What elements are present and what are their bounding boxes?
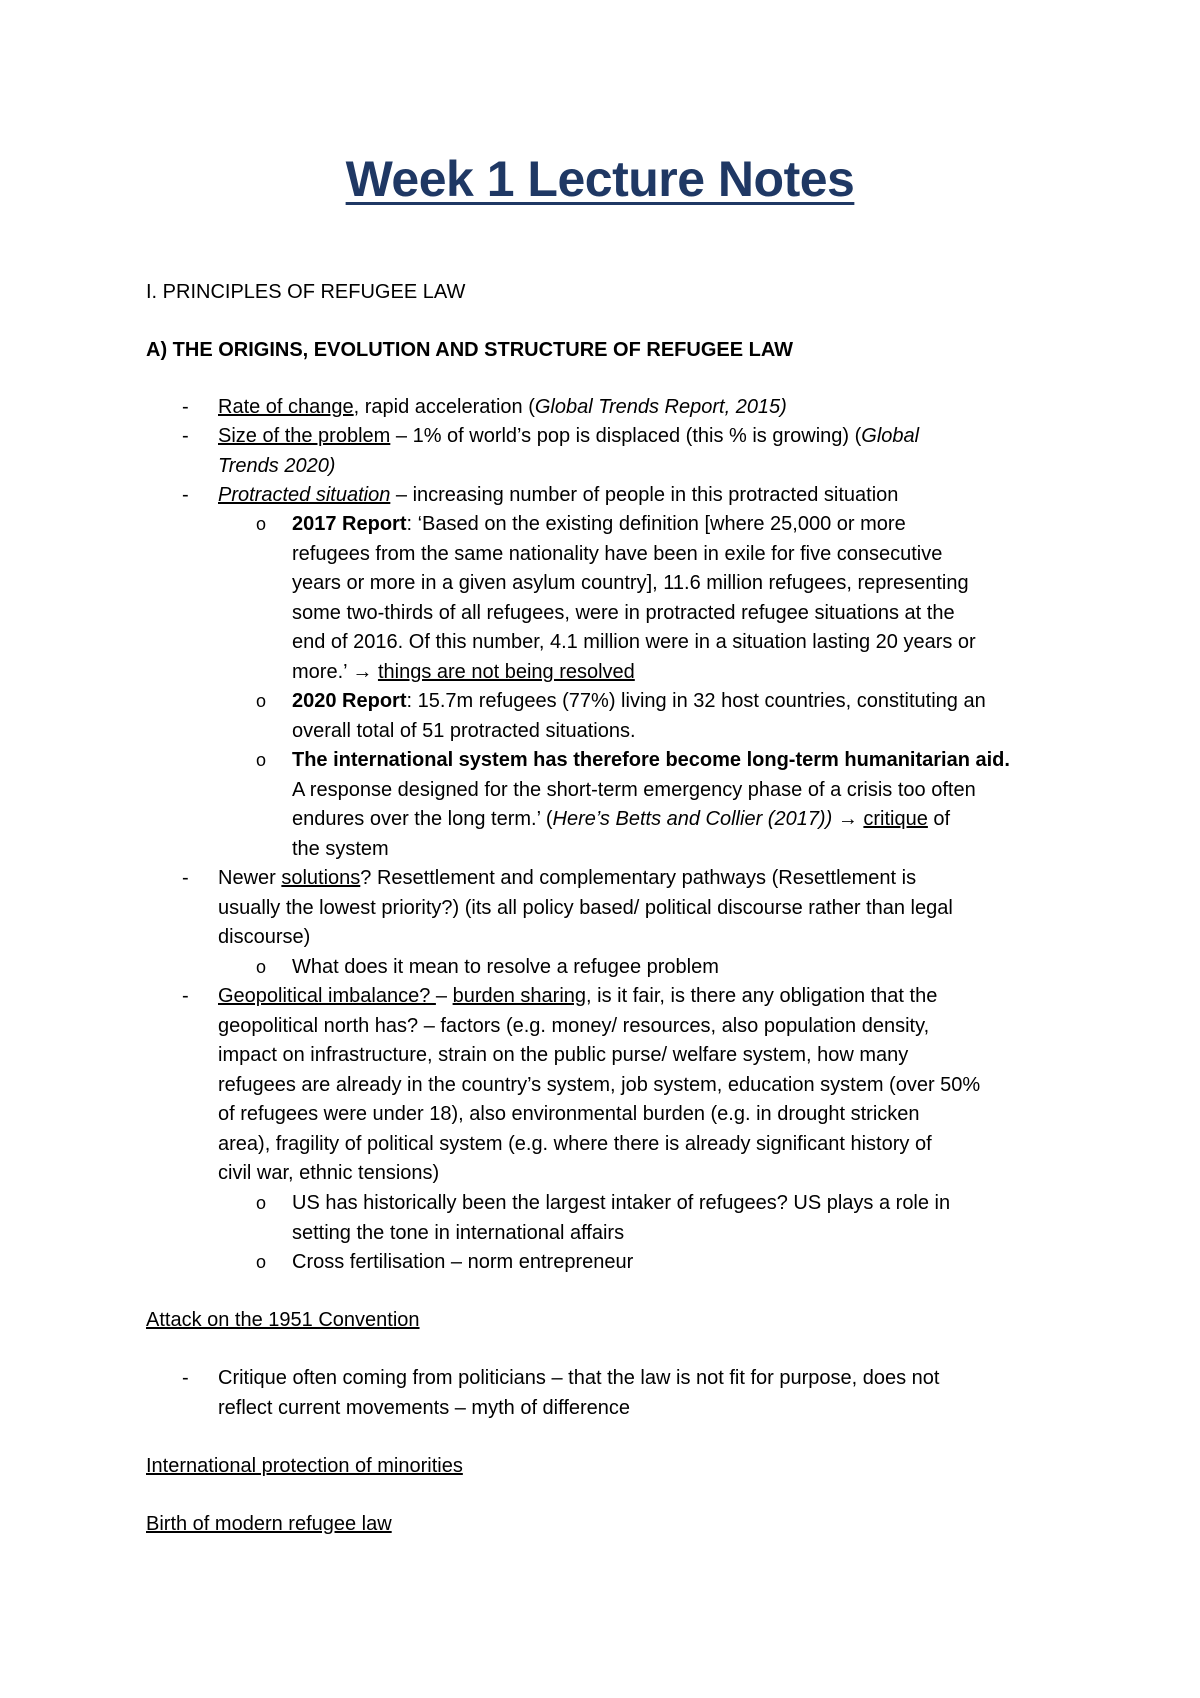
dash-marker: - [182,985,189,1007]
text: area), fragility of political system (e.g. where there is already significant history of [218,1132,932,1155]
bold-label: The international system has therefore become long-term humanitarian aid. [292,749,1010,771]
bold-label: 2020 Report [292,690,407,712]
underlined-term: Size of the problem [218,425,391,447]
text: , rapid acceleration ( [353,396,535,418]
list-item-newer-solutions [218,864,1068,953]
text: US has historically been the largest intaker of refugees? US plays a role in [292,1192,951,1214]
underlined-term: Geopolitical imbalance? [218,985,436,1007]
text: : 15.7m refugees (77%) living in 32 host countries, constituting an [406,690,986,712]
text: usually the lowest priority?) (its all policy based/ political discourse rather than legal [218,896,953,919]
list-item-geopolitical-imbalance [218,982,1068,1189]
dash-marker: - [182,425,189,447]
text: more.’ [292,660,353,683]
underlined-term: burden sharing [452,985,587,1007]
underlined-term: things are not being resolved [377,660,635,683]
arrow-right-icon: → [837,808,858,830]
text: Critique often coming from politicians – that the law is not fit for purpose, does not [218,1367,940,1389]
text: the system [292,837,389,860]
text: overall total of 51 protracted situations. [292,719,636,742]
text: – increasing number of people in this protracted situation [390,484,899,506]
text: Newer [218,867,282,889]
bullet-marker: o [256,1252,267,1272]
bullet-marker: o [256,691,267,711]
text: end of 2016. Of this number, 4.1 million were in a situation lasting 20 years or [292,631,976,653]
text: reflect current movements – myth of difference [218,1396,631,1419]
sub-item-2020-report [292,687,1068,746]
text: of [927,808,951,830]
dash-marker: - [182,1367,189,1389]
section-heading-birth: Birth of modern refugee law [146,1513,392,1535]
citation: Here’s Betts and Collier (2017)) [552,808,833,830]
text: impact on infrastructure, strain on the public purse/ welfare system, how many [218,1044,909,1066]
text: refugees are already in the country’s system, job system, education system (over 50% [218,1073,981,1096]
sub-item-international-system [292,746,1068,864]
citation: Trends 2020) [218,454,336,477]
text: , is it fair, is there any obligation that the [586,985,938,1007]
underlined-term: critique [863,808,928,830]
bullet-marker: o [256,514,267,534]
bullet-marker: o [256,957,267,977]
text: setting the tone in international affairs [292,1221,625,1244]
underlined-term: solutions [281,867,361,889]
text: : ‘Based on the existing definition [where 25,000 or more [406,513,906,535]
underlined-term: Protracted situation [218,484,391,506]
list-item-critique [218,1364,1068,1423]
citation: Global [861,425,920,447]
sub-item-resolve-problem: What does it mean to resolve a refugee problem [292,956,719,978]
text: of refugees were under 18), also environmental burden (e.g. in drought stricken [218,1103,920,1125]
dash-marker: - [182,484,189,506]
underlined-term: Rate of change [218,396,354,418]
text: ? Resettlement and complementary pathways (Resettlement is [360,867,917,889]
text: refugees from the same nationality have been in exile for five consecutive [292,542,943,565]
dash-marker: - [182,396,189,418]
citation: Global Trends Report, 2015) [534,396,787,418]
text: geopolitical north has? – factors (e.g. money/ resources, also population density, [218,1014,930,1037]
text: – 1% of world’s pop is displaced (this % is growing) ( [390,425,862,447]
sub-item-2017-report [292,510,1068,687]
section-heading-attack: Attack on the 1951 Convention [146,1309,420,1331]
text: A response designed for the short-term emergency phase of a crisis too often [292,778,976,801]
arrow-right-icon: → [352,660,373,683]
text: – [435,985,453,1007]
text: some two-thirds of all refugees, were in protracted refugee situations at the [292,601,955,624]
text: civil war, ethnic tensions) [218,1162,440,1184]
text: endures over the long term.’ ( [292,808,553,830]
page-title: Week 1 Lecture Notes [345,151,855,207]
section-heading-origins: A) THE ORIGINS, EVOLUTION AND STRUCTURE OF REFUGEE LAW [146,339,794,361]
section-heading-minorities: International protection of minorities [146,1455,463,1477]
list-item-protracted-situation [218,481,1068,511]
list-item-rate-of-change [218,393,1068,423]
text: years or more in a given asylum country], 11.6 million refugees, representing [292,572,969,594]
bullet-marker: o [256,750,267,770]
sub-item-us-intaker [292,1189,1068,1248]
dash-marker: - [182,867,189,889]
bullet-marker: o [256,1193,267,1213]
sub-item-cross-fertilisation: Cross fertilisation – norm entrepreneur [292,1251,634,1273]
list-item-size-of-problem [218,422,1068,481]
text: discourse) [218,926,311,948]
bold-label: 2017 Report [292,513,407,535]
section-heading-principles: I. PRINCIPLES OF REFUGEE LAW [146,281,466,303]
